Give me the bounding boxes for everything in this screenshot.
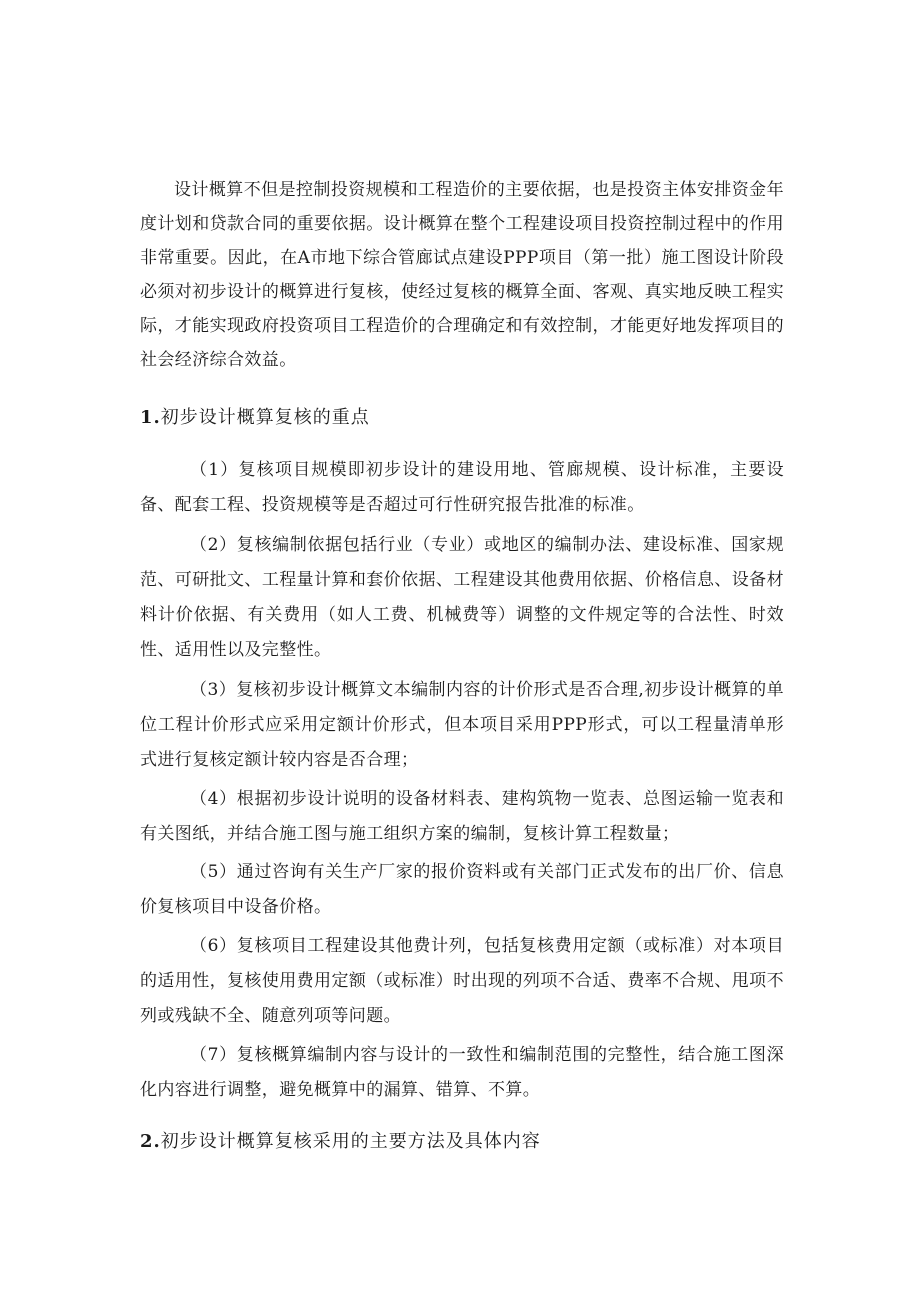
review-item-3: （3）复核初步设计概算文本编制内容的计价形式是否合理,初步设计概算的单位工程计价形式应采用定额计价形式，但本项目采用PPP形式，可以工程量清单形式进行复核定额计较内容是否合理； — [140, 680, 784, 770]
review-item-2: （2）复核编制依据包括行业（专业）或地区的编制办法、建设标准、国家规范、可研批文、工程量计算和套价依据、工程建设其他费用依据、价格信息、设备材料计价依据、有关费用（如人工费、机械费等）调整的文件规定等的合法性、时效性、适用性以及完整性。 — [140, 535, 784, 660]
review-item-5: （5）通过咨询有关生产厂家的报价资料或有关部门正式发布的出厂价、信息价复核项目中设备价格。 — [140, 862, 784, 917]
review-item-1: （1）复核项目规模即初步设计的建设用地、管廊规模、设计标准，主要设备、配套工程、投资规模等是否超过可行性研究报告批准的标准。 — [140, 460, 784, 515]
section-number-2: 2. — [140, 1131, 161, 1152]
review-item-7: （7）复核概算编制内容与设计的一致性和编制范围的完整性，结合施工图深化内容进行调整，避免概算中的漏算、错算、不算。 — [140, 1045, 784, 1100]
section-heading-1 — [140, 401, 784, 435]
section-title-2: 初步设计概算复核采用的主要方法及具体内容 — [160, 1131, 541, 1152]
intro-paragraph: 设计概算不但是控制投资规模和工程造价的主要依据，也是投资主体安排资金年度计划和贷款合同的重要依据。设计概算在整个工程建设项目投资控制过程中的作用非常重要。因此，在A市地下综合管廊试点建设PPP项目（第一批）施工图设计阶段必须对初步设计的概算进行复核，使经过复核的概算全面、客观、真实地反映工程实际，才能实现政府投资项目工程造价的合理确定和有效控制，才能更好地发挥项目的社会经济综合效益。 — [140, 180, 784, 370]
review-item-4: （4）根据初步设计说明的设备材料表、建构筑物一览表、总图运输一览表和有关图纸，并结合施工图与施工组织方案的编制，复核计算工程数量； — [140, 789, 784, 844]
review-item-6: （6）复核项目工程建设其他费计列，包括复核费用定额（或标准）对本项目的适用性，复核使用费用定额（或标准）时出现的列项不合适、费率不合规、甩项不列或残缺不全、随意列项等问题。 — [140, 936, 784, 1026]
section-heading-2 — [140, 1125, 784, 1159]
section-number-1: 1. — [140, 407, 161, 428]
section-title-1: 初步设计概算复核的重点 — [160, 407, 370, 428]
